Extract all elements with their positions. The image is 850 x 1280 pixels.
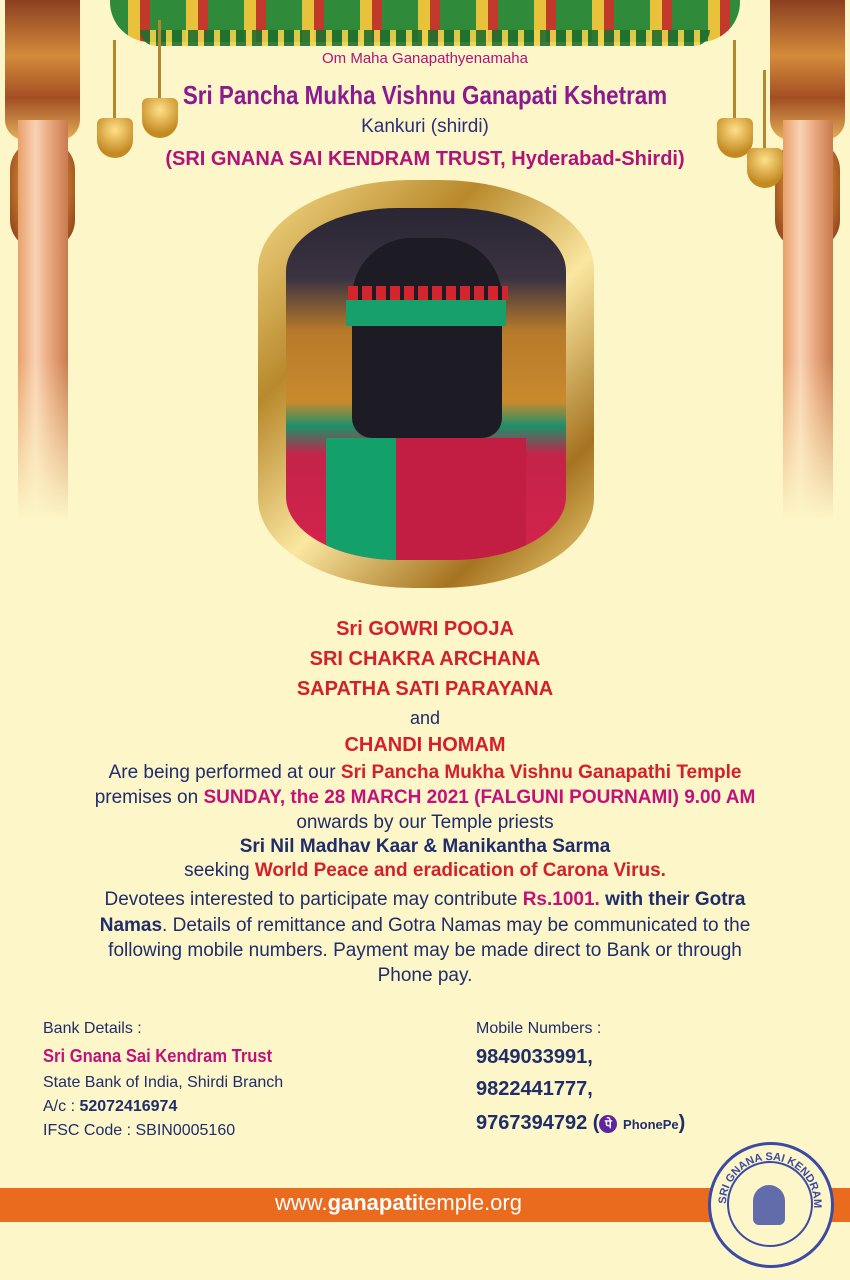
mobile-number-1[interactable]: 9849033991, [476, 1046, 593, 1068]
body-line-8: Phone pay. [377, 965, 473, 986]
bank-heading: Bank Details : [43, 1020, 142, 1037]
trust-name: (SRI GNANA SAI KENDRAM TRUST, Hyderabad-Shirdi) [165, 148, 685, 170]
mobile-number-3[interactable]: 9767394792 [476, 1112, 588, 1134]
bank-ifsc: IFSC Code : SBIN0005160 [43, 1122, 236, 1139]
body-line-5a: Devotees interested to participate may contribute [104, 889, 523, 910]
account-number: 52072416974 [79, 1098, 178, 1115]
body-line-5b: with their Gotra [599, 889, 746, 910]
temple-name: Sri Pancha Mukha Vishnu Ganapati Kshetram [182, 80, 668, 110]
paren-open: ( [592, 1112, 600, 1134]
invocation: Om Maha Ganapathyenamaha [322, 50, 528, 67]
body-line-7: following mobile numbers. Payment may be made direct to Bank or through [108, 940, 742, 961]
temple-highlight: Sri Pancha Mukha Vishnu Ganapathi Temple [340, 762, 742, 783]
body-line-1a: Are being performed at our [108, 762, 341, 783]
mobile-number-3-row [476, 1112, 685, 1135]
body-line-2a: premises on [94, 787, 204, 808]
contribution-amount: Rs.1001. [522, 889, 600, 910]
bank-account-name: Sri Gnana Sai Kendram Trust [43, 1046, 273, 1066]
bank-branch: State Bank of India, Shirdi Branch [43, 1074, 284, 1091]
event-gowri-pooja: Sri GOWRI POOJA [336, 618, 514, 640]
mobile-number-2[interactable]: 9822441777, [476, 1078, 593, 1100]
event-sati-parayana: SAPATHA SATI PARAYANA [296, 678, 554, 700]
left-pillar [0, 0, 85, 520]
body-line-4a: seeking [184, 860, 255, 881]
body-line-1 [0, 762, 850, 784]
website-rest: temple.org [418, 1190, 522, 1215]
phonepe-icon: पे [599, 1115, 617, 1133]
event-chakra-archana: SRI CHAKRA ARCHANA [309, 648, 541, 670]
paren-close: ) [678, 1112, 686, 1134]
conjunction: and [409, 708, 441, 728]
bank-account [43, 1098, 177, 1116]
seal-text: SRI GNANA SAI KENDRAM [716, 1150, 824, 1209]
body-line-6a: Namas [99, 915, 163, 936]
purpose: World Peace and eradication of Carona Virus. [254, 860, 666, 881]
body-line-6 [0, 915, 850, 937]
event-chandi-homam: CHANDI HOMAM [344, 734, 506, 756]
website-www: www. [275, 1190, 328, 1215]
mobile-heading: Mobile Numbers : [476, 1020, 602, 1037]
account-label: A/c : [43, 1098, 80, 1115]
deity-photo [286, 208, 566, 560]
seal-deity-icon [753, 1185, 785, 1225]
body-line-6b: . Details of remittance and Gotra Namas may be communicated to the [162, 915, 751, 936]
leaf-garland [140, 30, 710, 46]
website-domain: ganapati [327, 1190, 419, 1215]
body-line-2 [0, 787, 850, 809]
phonepe-label: PhonePe [623, 1117, 679, 1132]
body-line-4 [0, 860, 850, 882]
body-line-3: onwards by our Temple priests [296, 812, 554, 833]
event-date: SUNDAY, the 28 MARCH 2021 (FALGUNI POURNAMI) 9.00 AM [203, 787, 756, 808]
location: Kankuri (shirdi) [361, 116, 489, 137]
priests: Sri Nil Madhav Kaar & Manikantha Sarma [239, 836, 611, 857]
body-line-5 [0, 889, 850, 911]
website-link[interactable] [275, 1190, 522, 1216]
trust-seal [708, 1142, 834, 1268]
